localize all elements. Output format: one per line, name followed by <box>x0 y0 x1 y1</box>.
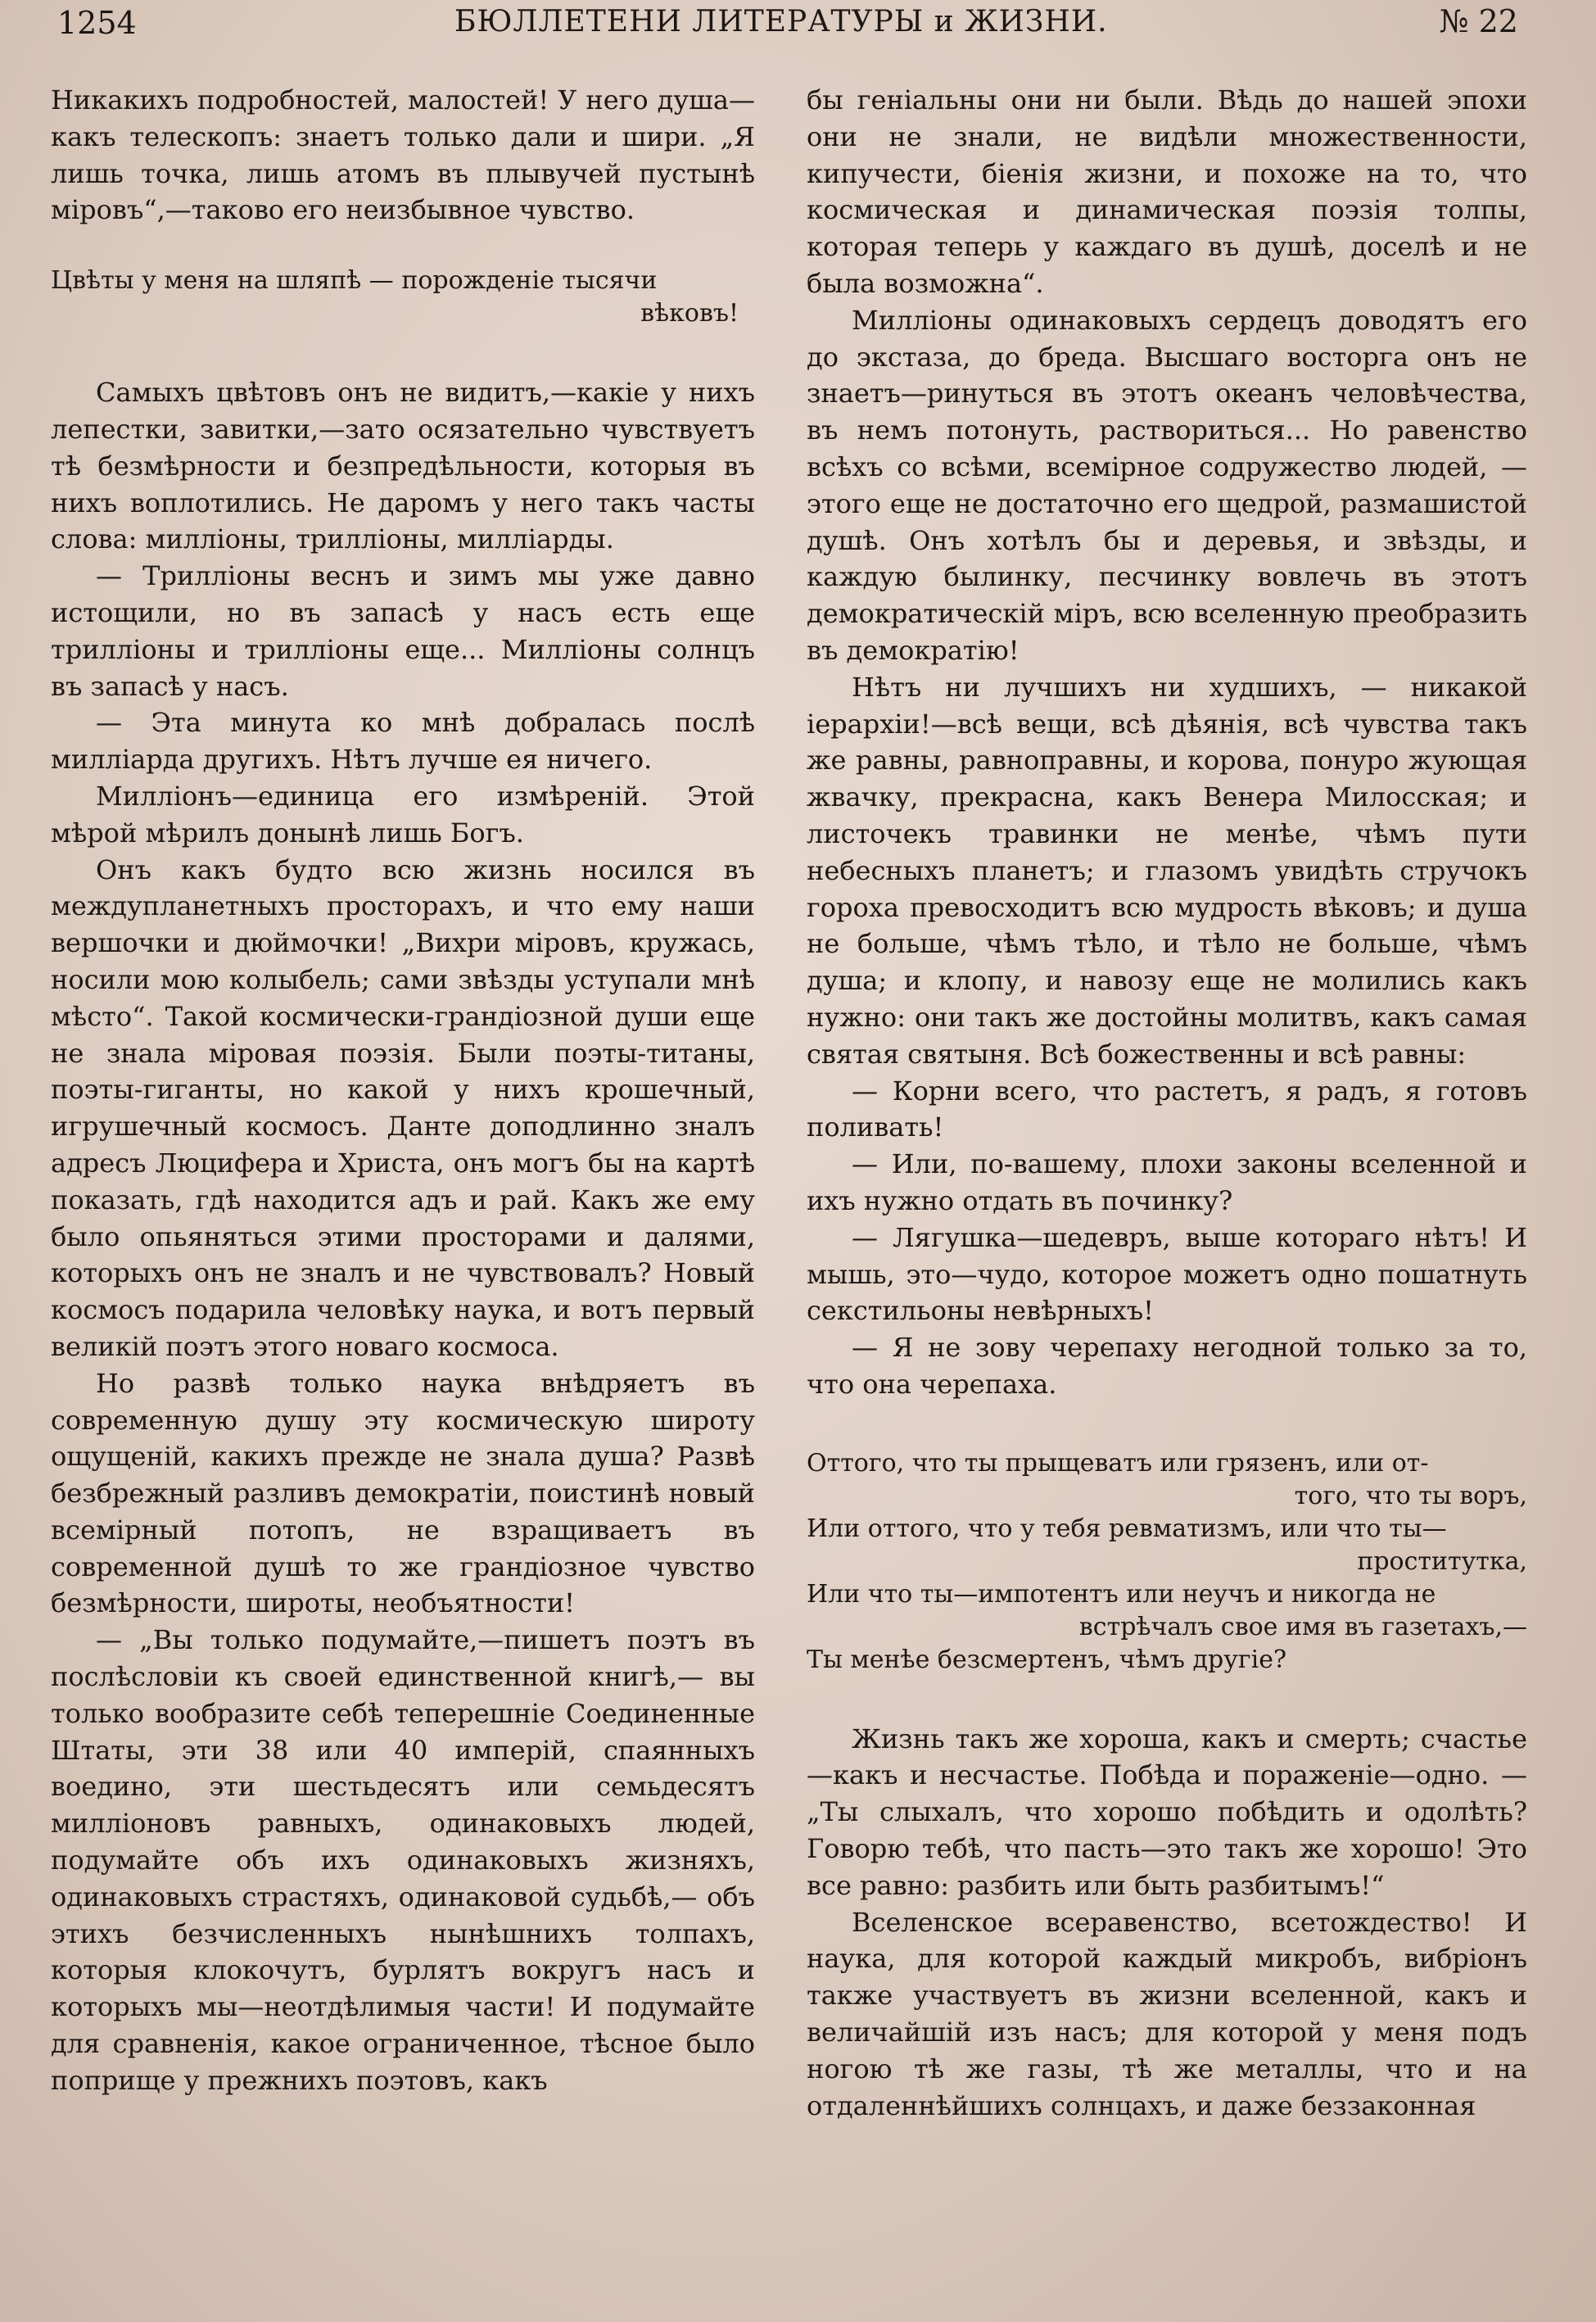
paragraph: Никакихъ подробностей, малостей! У него душа—какъ телескопъ: знаетъ только дали и шири. „Я лишь точка, лишь атомъ въ плывучей пустынѣ міровъ“,—таково его неизбывное чувство. <box>51 84 755 226</box>
verse-quote <box>51 265 755 330</box>
left-column <box>51 82 755 2099</box>
page-number: 1254 <box>57 5 137 41</box>
paragraph: Самыхъ цвѣтовъ онъ не видитъ,—какіе у нихъ лепестки, завитки,—зато осязательно чувствуетъ тѣ безмѣрности и безпредѣльности, которыя въ нихъ воплотились. Не даромъ у него такъ часты слова: милліоны, трилліоны, милліарды. <box>51 377 755 555</box>
verse-quote <box>807 1447 1527 1677</box>
paragraph: Нѣтъ ни лучшихъ ни худшихъ, — никакой іерархіи!—всѣ вещи, всѣ дѣянія, всѣ чувства такъ же равны, равноправны, и корова, понуро жующая жвачку, прекрасна, какъ Венера Милосская; и листочекъ травинки не менѣе, чѣмъ пути небесныхъ планетъ; и глазомъ увидѣть стручокъ гороха превосходитъ всю мудрость вѣковъ; и душа не больше, чѣмъ тѣло, и тѣло не больше, чѣмъ душа; и клопу, и навозу еще не молились какъ нужно: они такъ же достойны молитвъ, какъ самая святая святыня. Всѣ божественны и всѣ равны: <box>807 671 1527 1070</box>
verse-line: Оттого, что ты прыщеватъ или грязенъ, или от- <box>807 1448 1429 1478</box>
verse-line-continuation: проститутка, <box>1357 1546 1527 1576</box>
paragraph: Онъ какъ будто всю жизнь носился въ междупланетныхъ просторахъ, и что ему наши вершочки и дюймочки! „Вихри міровъ, кружась, носили мою колыбель; сами звѣзды уступали мнѣ мѣсто“. Такой космически-грандіозной души еще не знала міровая поэзія. Были поэты-титаны, поэты-гиганты, но какой у нихъ крошечный, игрушечный космосъ. Данте доподлинно зналъ адресъ Люцифера и Христа, онъ могъ бы на картѣ показать, гдѣ находится адъ и рай. Какъ же ему было опьяняться этими просторами и далями, которыхъ онъ не зналъ и не чувствовалъ? Новый космосъ подарила человѣку наука, и вотъ первый великій поэтъ этого новаго космоса. <box>51 853 755 1362</box>
paragraph: — Трилліоны веснъ и зимъ мы уже давно истощили, но въ запасѣ у насъ есть еще трилліоны и трилліоны еще... Милліоны солнцъ въ запасѣ у насъ. <box>51 560 755 702</box>
right-column <box>807 82 1527 2124</box>
paragraph: Вселенское всеравенство, всетождество! И наука, для которой каждый микробъ, вибріонъ также участвуетъ въ жизни вселенной, какъ и величайшій изъ насъ; для которой у меня подъ ногою тѣ же газы, тѣ же металлы, что и на отдаленнѣйшихъ солнцахъ, и даже беззаконная <box>807 1906 1527 2121</box>
paragraph: Милліонъ—единица его измѣреній. Этой мѣрой мѣрилъ донынѣ лишь Богъ. <box>51 780 755 849</box>
paragraph: Жизнь такъ же хороша, какъ и смерть; счастье—какъ и несчастье. Побѣда и пораженіе—одно. — „Ты слыхалъ, что хорошо побѣдить и одолѣть? Говорю тебѣ, что пасть—это такъ же хорошо! Это все равно: разбить или быть разбитымъ!“ <box>807 1722 1527 1901</box>
paragraph: — Эта минута ко мнѣ добралась послѣ милліарда другихъ. Нѣтъ лучше ея ничего. <box>51 707 755 776</box>
verse-line-continuation: того, что ты воръ, <box>1294 1481 1527 1510</box>
verse-line: Или что ты—импотентъ или неучъ и никогда не <box>807 1579 1436 1609</box>
verse-line-continuation: встрѣчалъ свое имя въ газетахъ,— <box>1078 1612 1527 1641</box>
paragraph: — Корни всего, что растетъ, я радъ, я готовъ поливать! <box>807 1075 1527 1143</box>
paragraph: — „Вы только подумайте,—пишетъ поэтъ въ послѣсловіи къ своей единственной книгѣ,— вы только вообразите себѣ теперешніе Соединенные Штаты, эти 38 или 40 имперій, спаянныхъ воедино, эти шестьдесятъ или семьдесятъ милліоновъ равныхъ, одинаковыхъ людей, подумайте объ ихъ одинаковыхъ жизняхъ, одинаковыхъ страстяхъ, одинаковой судьбѣ,— объ этихъ безчисленныхъ нынѣшнихъ толпахъ, которыя клокочутъ, бурлятъ вокругъ насъ и которыхъ мы—неотдѣлимыя части! И подумайте для сравненія, какое ограниченное, тѣсное было поприще у прежнихъ поэтовъ, какъ <box>51 1624 755 2096</box>
paragraph: — Лягушка—шедевръ, выше котораго нѣтъ! И мышь, это—чудо, которое можетъ одно пошатнуть секстильоны невѣрныхъ! <box>807 1221 1527 1327</box>
verse-line: Или оттого, что у тебя ревматизмъ, или что ты— <box>807 1514 1447 1543</box>
page-header <box>0 0 1596 49</box>
issue-number: № 22 <box>1439 3 1518 39</box>
paragraph: бы геніальны они ни были. Вѣдь до нашей эпохи они не знали, не видѣли множественности, кипучести, біенія жизни, и похоже на то, что космическая и динамическая поэзія толпы, которая теперь у каждаго въ душѣ, доселѣ и не была возможна“. <box>807 84 1527 299</box>
paragraph: — Я не зову черепаху негодной только за то, что она черепаха. <box>807 1332 1527 1400</box>
verse-line-continuation: вѣковъ! <box>640 299 739 328</box>
paragraph: — Или, по-вашему, плохи законы вселенной и ихъ нужно отдать въ починку? <box>807 1148 1527 1216</box>
verse-line: Цвѣты у меня на шляпѣ — порожденіе тысячи <box>51 266 658 296</box>
paragraph: Но развѣ только наука внѣдряетъ въ современную душу эту космическую широту ощущеній, какихъ прежде не знала душа? Развѣ безбрежный разливъ демократіи, поистинѣ новый всемірный потопъ, не взращиваетъ въ современной душѣ то же грандіозное чувство безмѣрности, широты, необъятности! <box>51 1367 755 1619</box>
journal-title: БЮЛЛЕТЕНИ ЛИТЕРАТУРЫ и ЖИЗНИ. <box>454 5 1108 38</box>
paragraph: Милліоны одинаковыхъ сердецъ доводятъ его до экстаза, до бреда. Высшаго восторга онъ не знаетъ—ринуться въ этотъ океанъ человѣчества, въ немъ потонуть, раствориться... Но равенство всѣхъ со всѣми, всемірное содружество людей, — этого еще не достаточно его щедрой, размашистой душѣ. Онъ хотѣлъ бы и деревья, и звѣзды, и каждую былинку, песчинку вовлечь въ этотъ демократическій міръ, всю вселенную преобразить въ демократію! <box>807 304 1527 666</box>
verse-line: Ты менѣе безсмертенъ, чѣмъ другіе? <box>807 1645 1287 1674</box>
